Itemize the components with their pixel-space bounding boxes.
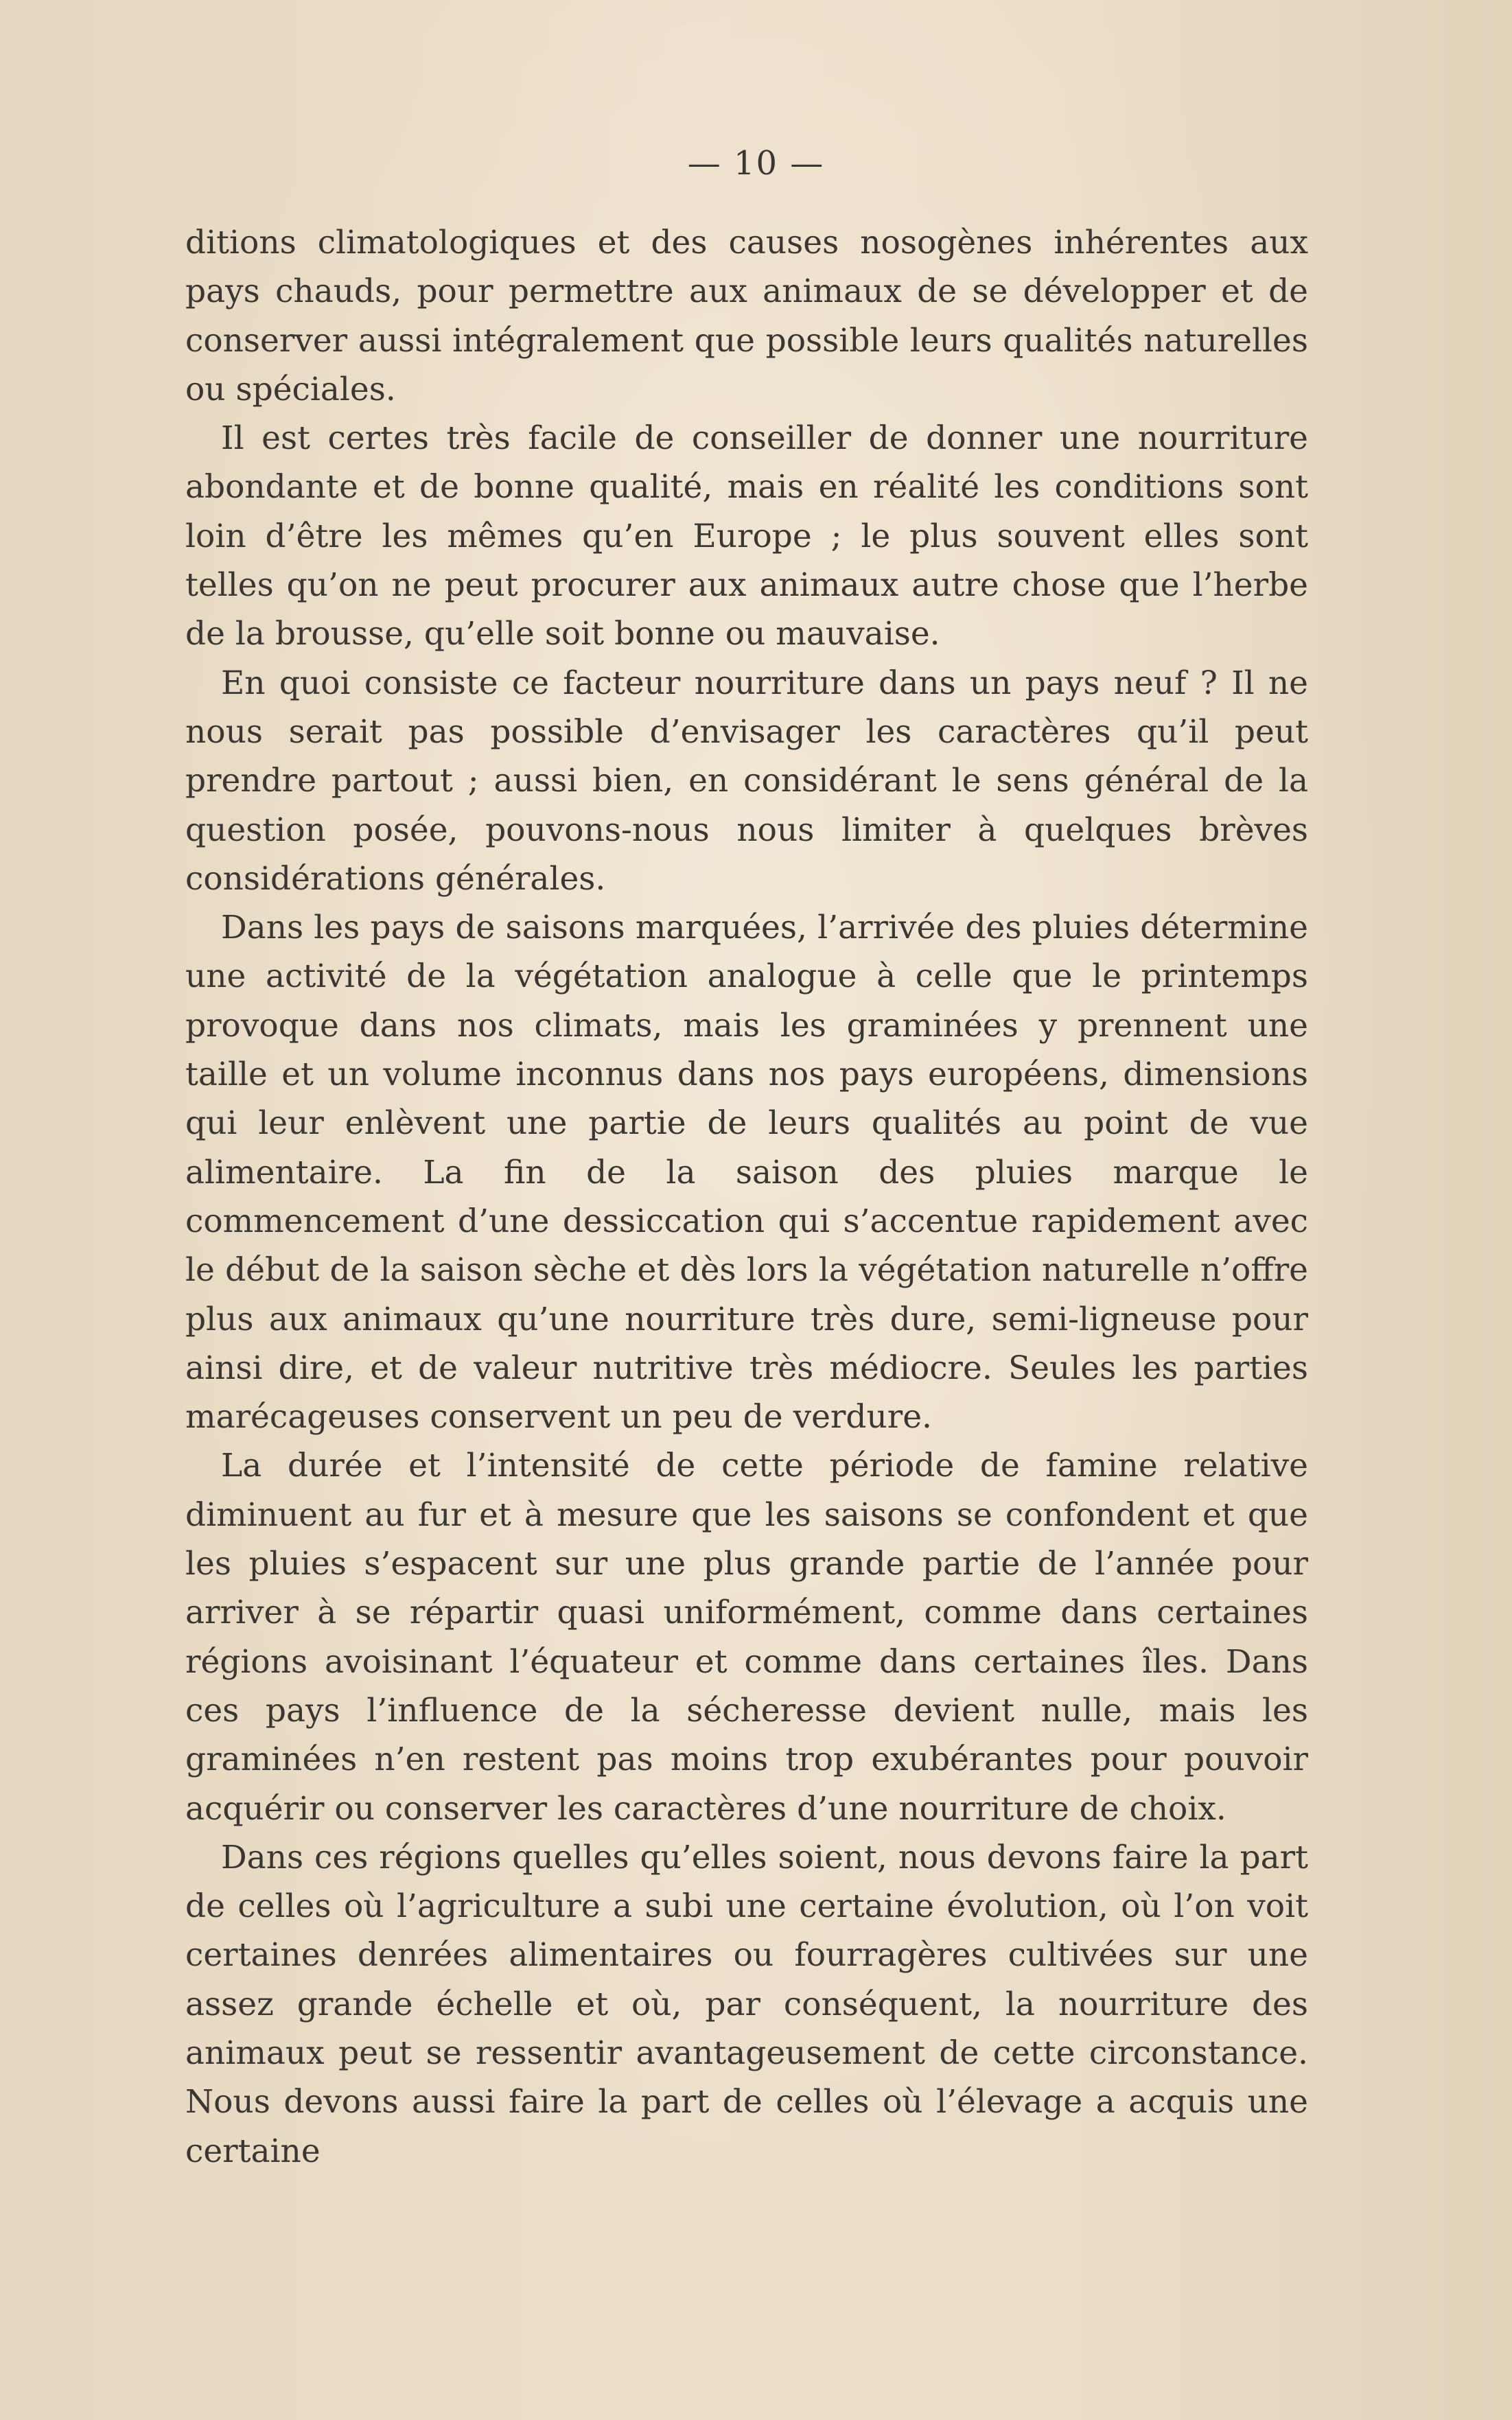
page-number: — 10 — <box>687 144 825 183</box>
body-text <box>185 218 1308 2176</box>
paragraph-1: ditions climatologiques et des causes nosogènes inhérentes aux pays chauds, pour permettre aux animaux de se développer et de conserver aussi intégralement que possible leurs qualités naturelles ou spéciales. <box>185 224 1308 408</box>
paragraph-2: Il est certes très facile de conseiller de donner une nourriture abondante et de bonne qualité, mais en réalité les conditions sont loin d’être les mêmes qu’en Europe ; le plus souvent elles sont telles qu’on ne peut procurer aux animaux autre chose que l’herbe de la brousse, qu’elle soit bonne ou mauvaise. <box>185 419 1308 653</box>
paragraph-5: La durée et l’intensité de cette période de famine relative diminuent au fur et à mesure que les saisons se confondent et que les pluies s’espacent sur une plus grande partie de l’année pour arriver à se répartir quasi uniformément, comme dans certaines régions avoisinant l’équateur et comme dans certaines îles. Dans ces pays l’influence de la sécheresse devient nulle, mais les graminées n’en restent pas moins trop exubérantes pour pouvoir acquérir ou conserver les caractères d’une nourriture de choix. <box>185 1447 1308 1828</box>
paragraph-4: Dans les pays de saisons marquées, l’arrivée des pluies détermine une activité de la végétation analogue à celle que le printemps provoque dans nos climats, mais les graminées y prennent une taille et un volume inconnus dans nos pays européens, dimensions qui leur enlèvent une partie de leurs qualités au point de vue alimentaire. La fin de la saison des pluies marque le commencement d’une dessiccation qui s’accentue rapidement avec le début de la saison sèche et dès lors la végétation naturelle n’offre plus aux animaux qu’une nourriture très dure, semi-ligneuse pour ainsi dire, et de valeur nutritive très médiocre. Seules les parties marécageuses conservent un peu de verdure. <box>185 909 1308 1436</box>
paragraph-3: En quoi consiste ce facteur nourriture dans un pays neuf ? Il ne nous serait pas possible d’envisager les caractères qu’il peut prendre partout ; aussi bien, en considérant le sens général de la question posée, pouvons-nous nous limiter à quelques brèves considérations générales. <box>185 664 1308 898</box>
paragraph-6: Dans ces régions quelles qu’elles soient, nous devons faire la part de celles où l’agriculture a subi une certaine évolution, où l’on voit certaines denrées alimentaires ou fourragères cultivées sur une assez grande échelle et où, par conséquent, la nourriture des animaux peut se ressentir avantageusement de cette circonstance. Nous devons aussi faire la part de celles où l’élevage a acquis une certaine <box>185 1838 1308 2170</box>
